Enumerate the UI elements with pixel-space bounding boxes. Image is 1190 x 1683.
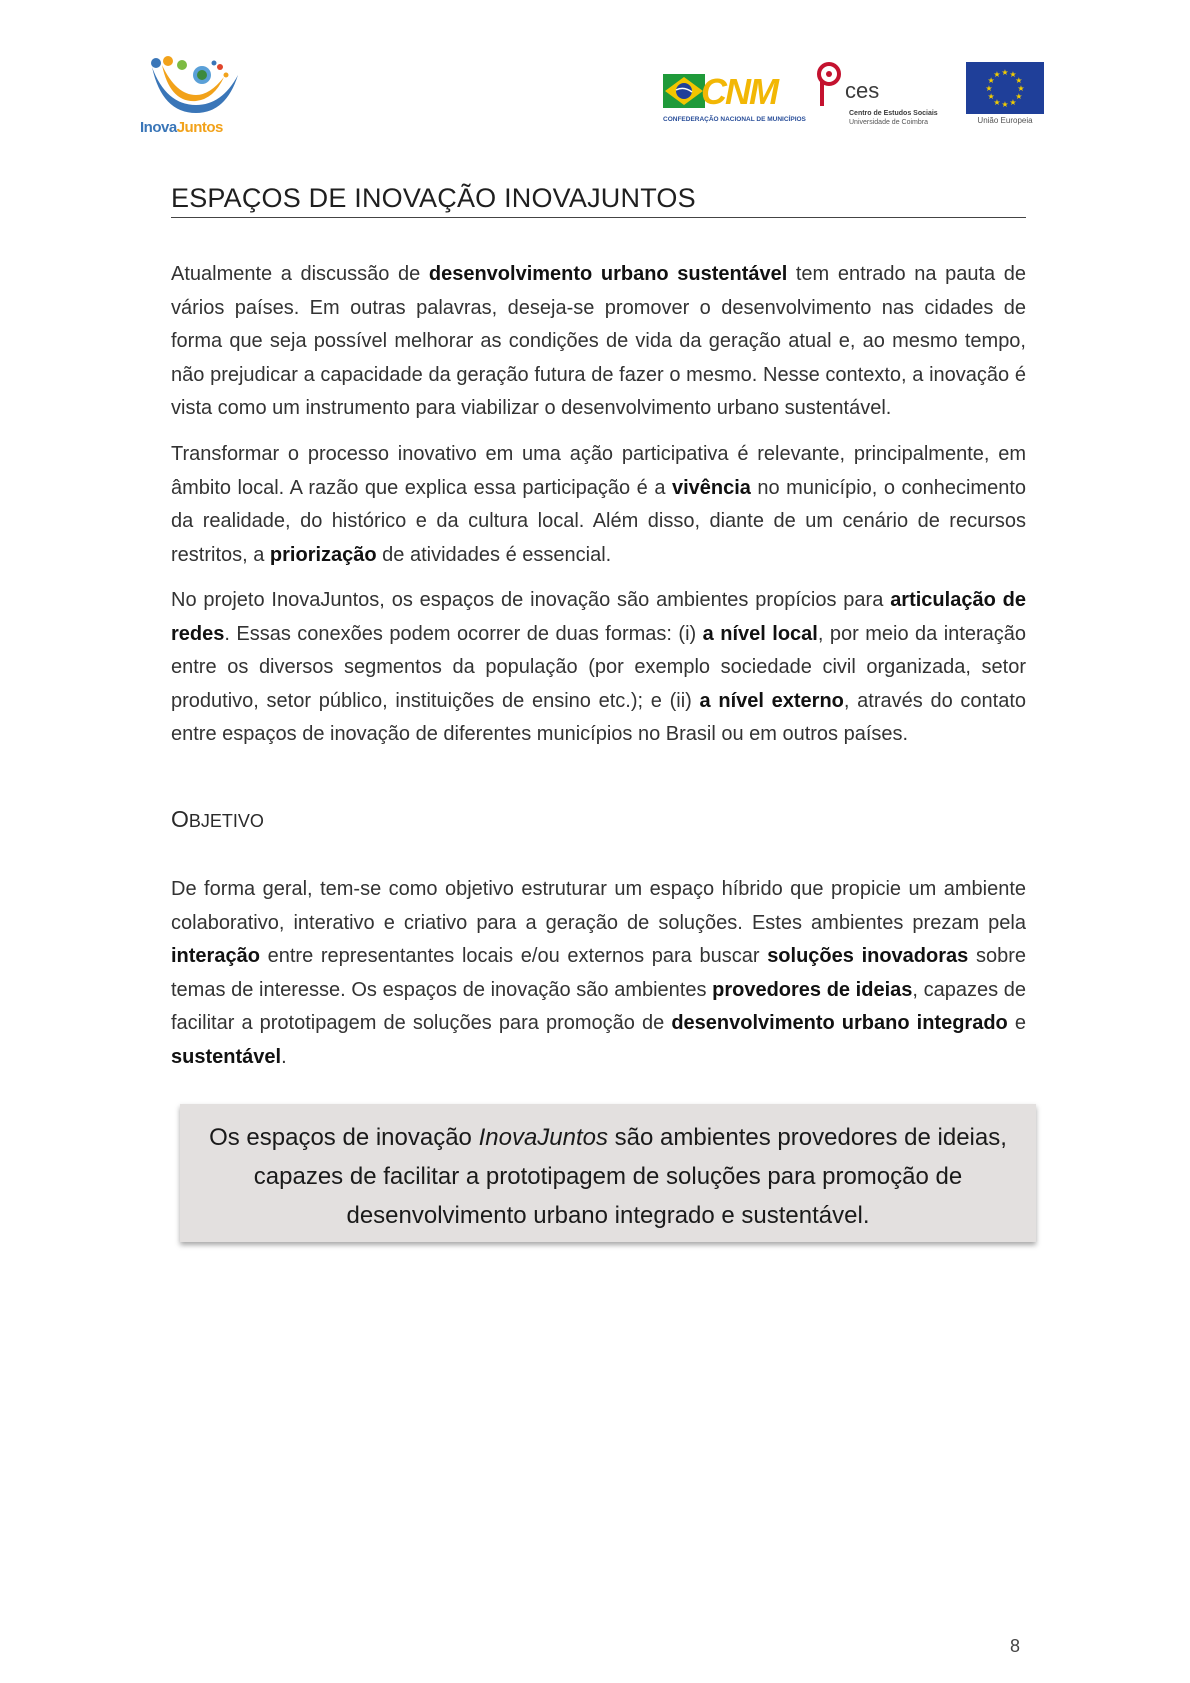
eu-label: União Europeia (977, 116, 1033, 125)
eu-star-icon: ★ (1017, 84, 1025, 93)
callout-box (180, 1104, 1036, 1242)
eu-star-icon: ★ (1001, 68, 1009, 77)
brazil-flag-icon (663, 74, 705, 108)
cnm-wordmark: CNM (701, 71, 777, 112)
ces-mark-icon (815, 60, 849, 108)
ces-subtitle-2: Universidade de Coimbra (849, 119, 928, 126)
page-number: 8 (1010, 1636, 1021, 1656)
inovajuntos-logo (140, 55, 250, 145)
inovajuntos-wordmark: InovaJuntos (140, 119, 223, 136)
eu-star-icon: ★ (1015, 76, 1023, 85)
cnm-subtitle: CONFEDERAÇÃO NACIONAL DE MUNICÍPIOS (663, 116, 806, 123)
eu-star-icon: ★ (985, 84, 993, 93)
eu-star-icon: ★ (987, 92, 995, 101)
page-title: ESPAÇOS DE INOVAÇÃO INOVAJUNTOS (171, 183, 1026, 218)
eu-star-icon: ★ (987, 76, 995, 85)
eu-star-icon: ★ (1001, 100, 1009, 109)
paragraph-2: Transformar o processo inovativo em uma ação participativa é relevante, principalmente, em âmbito local. A razão que explica essa participação é a vivência no município, o conhecimento da realidade, do histórico e da cultura local. Além disso, diante de um cenário de recursos restritos, a priorização de atividades é essencial. (171, 443, 1026, 566)
eu-logo (966, 62, 1044, 128)
paragraph-1: Atualmente a discussão de desenvolvimento urbano sustentável tem entrado na pauta de vários países. Em outras palavras, deseja-se promover o desenvolvimento nas cidades de forma que seja possível melhorar as condições de vida da geração atual e, ao mesmo tempo, não prejudicar a capacidade da geração futura de fazer o mesmo. Nesse contexto, a inovação é vista como um instrumento para viabilizar o desenvolvimento urbano sustentável. (171, 263, 1026, 420)
ces-subtitle-1: Centro de Estudos Sociais (849, 110, 938, 117)
inovajuntos-logo-icon (144, 55, 244, 117)
eu-star-icon: ★ (1009, 97, 1017, 107)
objective-heading: OBJETIVO (171, 806, 264, 832)
eu-star-icon: ★ (1009, 70, 1017, 80)
eu-star-icon: ★ (993, 70, 1001, 80)
callout-text: Os espaços de inovação InovaJuntos são ambientes provedores de ideias, capazes de facilitar a prototipagem de soluções para promoção de desenvolvimento urbano integrado e sustentável. (209, 1124, 1007, 1229)
eu-flag-icon (966, 62, 1044, 114)
objective-paragraph: De forma geral, tem-se como objetivo estruturar um espaço híbrido que propicie um ambiente colaborativo, interativo e criativo para a geração de soluções. Estes ambientes prezam pela interação entre representantes locais e/ou externos para buscar soluções inovadoras sobre temas de interesse. Os espaços de inovação são ambientes provedores de ideias, capazes de facilitar a prototipagem de soluções para promoção de desenvolvimento urbano integrado e sustentável. (171, 878, 1026, 1068)
cnm-logo (663, 70, 806, 128)
paragraph-3: No projeto InovaJuntos, os espaços de inovação são ambientes propícios para articulação de redes. Essas conexões podem ocorrer de duas formas: (i) a nível local, por meio da interação entre os diversos segmentos da população (por exemplo sociedade civil organizada, setor produtivo, setor público, instituições de ensino etc.); e (ii) a nível externo, através do contato entre espaços de inovação de diferentes municípios no Brasil ou em outros países. (171, 589, 1027, 746)
eu-star-icon: ★ (1015, 92, 1023, 101)
eu-star-icon: ★ (993, 97, 1001, 107)
ces-logo (815, 60, 945, 130)
ces-wordmark: ces (845, 78, 880, 103)
